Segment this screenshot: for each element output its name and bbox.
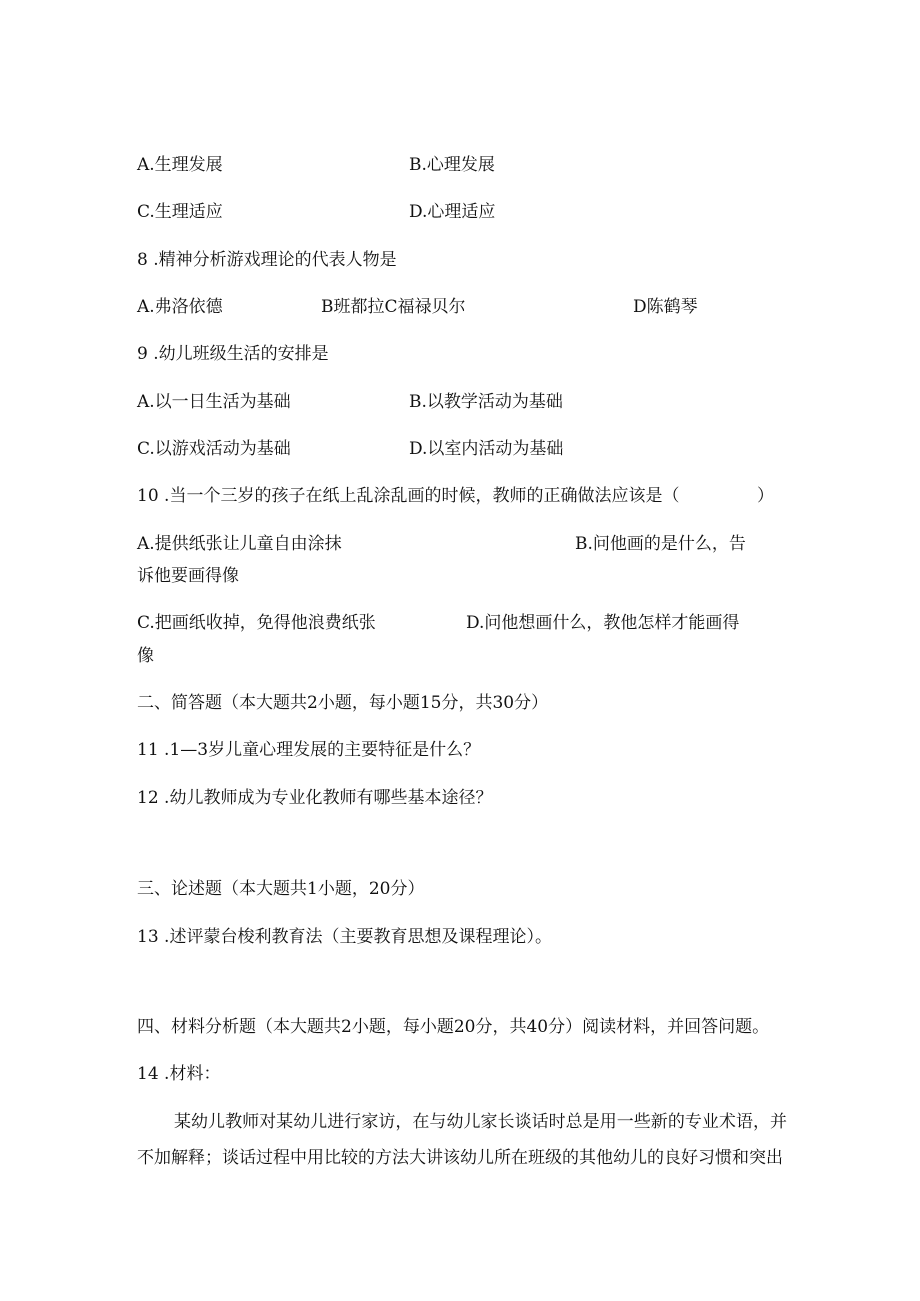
q8-option-d: D陈鹤琴 (633, 297, 698, 317)
q7-option-d: D.心理适应 (409, 202, 496, 222)
q10-option-b: B.问他画的是什么，告 (575, 534, 746, 554)
section-2-heading: 二、简答题（本大题共2小题，每小题15分，共30分） (137, 693, 549, 713)
q10-option-a: A.提供纸张让儿童自由涂抹 (137, 534, 342, 554)
section-3-heading: 三、论述题（本大题共1小题，20分） (137, 879, 425, 899)
q9-option-a: A.以一日生活为基础 (137, 392, 291, 412)
q9-stem: 9 .幼儿班级生活的安排是 (137, 344, 329, 364)
q10-stem-close-paren: ） (757, 486, 774, 506)
q10-option-d: D.问他想画什么，教他怎样才能画得 (466, 613, 740, 633)
q8-option-a: A.弗洛依德 (137, 297, 223, 317)
q8-option-bc: B班都拉C福禄贝尔 (321, 297, 466, 317)
q14-material-paragraph: 某幼儿教师对某幼儿进行家访，在与幼儿家长谈话时总是用一些新的专业术语，并不加解释；谈话过程中用比较的方法大讲该幼儿所在班级的其他幼儿的良好习惯和突出 (137, 1112, 787, 1168)
q10-option-b-continuation: 诉他要画得像 (137, 566, 239, 586)
q12-stem: 12 .幼儿教师成为专业化教师有哪些基本途径？ (137, 788, 493, 808)
q10-option-c: C.把画纸收掉，免得他浪费纸张 (137, 613, 376, 633)
q9-option-c: C.以游戏活动为基础 (137, 439, 291, 459)
q10-stem: 10 .当一个三岁的孩子在纸上乱涂乱画的时候，教师的正确做法应该是（ (137, 486, 680, 506)
q13-stem: 13 .述评蒙台梭利教育法（主要教育思想及课程理论）。 (137, 927, 552, 947)
q9-option-d: D.以室内活动为基础 (409, 439, 564, 459)
q7-option-b: B.心理发展 (409, 155, 495, 175)
q8-stem: 8 .精神分析游戏理论的代表人物是 (137, 250, 397, 270)
q7-option-c: C.生理适应 (137, 202, 223, 222)
q10-option-d-continuation: 像 (137, 646, 154, 666)
q7-option-a: A.生理发展 (137, 155, 223, 175)
q11-stem: 11 .1—3岁儿童心理发展的主要特征是什么？ (137, 740, 481, 760)
q9-option-b: B.以教学活动为基础 (409, 392, 563, 412)
section-4-heading: 四、材料分析题（本大题共2小题，每小题20分，共40分）阅读材料，并回答问题。 (137, 1017, 770, 1037)
q14-stem: 14 .材料： (137, 1064, 221, 1084)
